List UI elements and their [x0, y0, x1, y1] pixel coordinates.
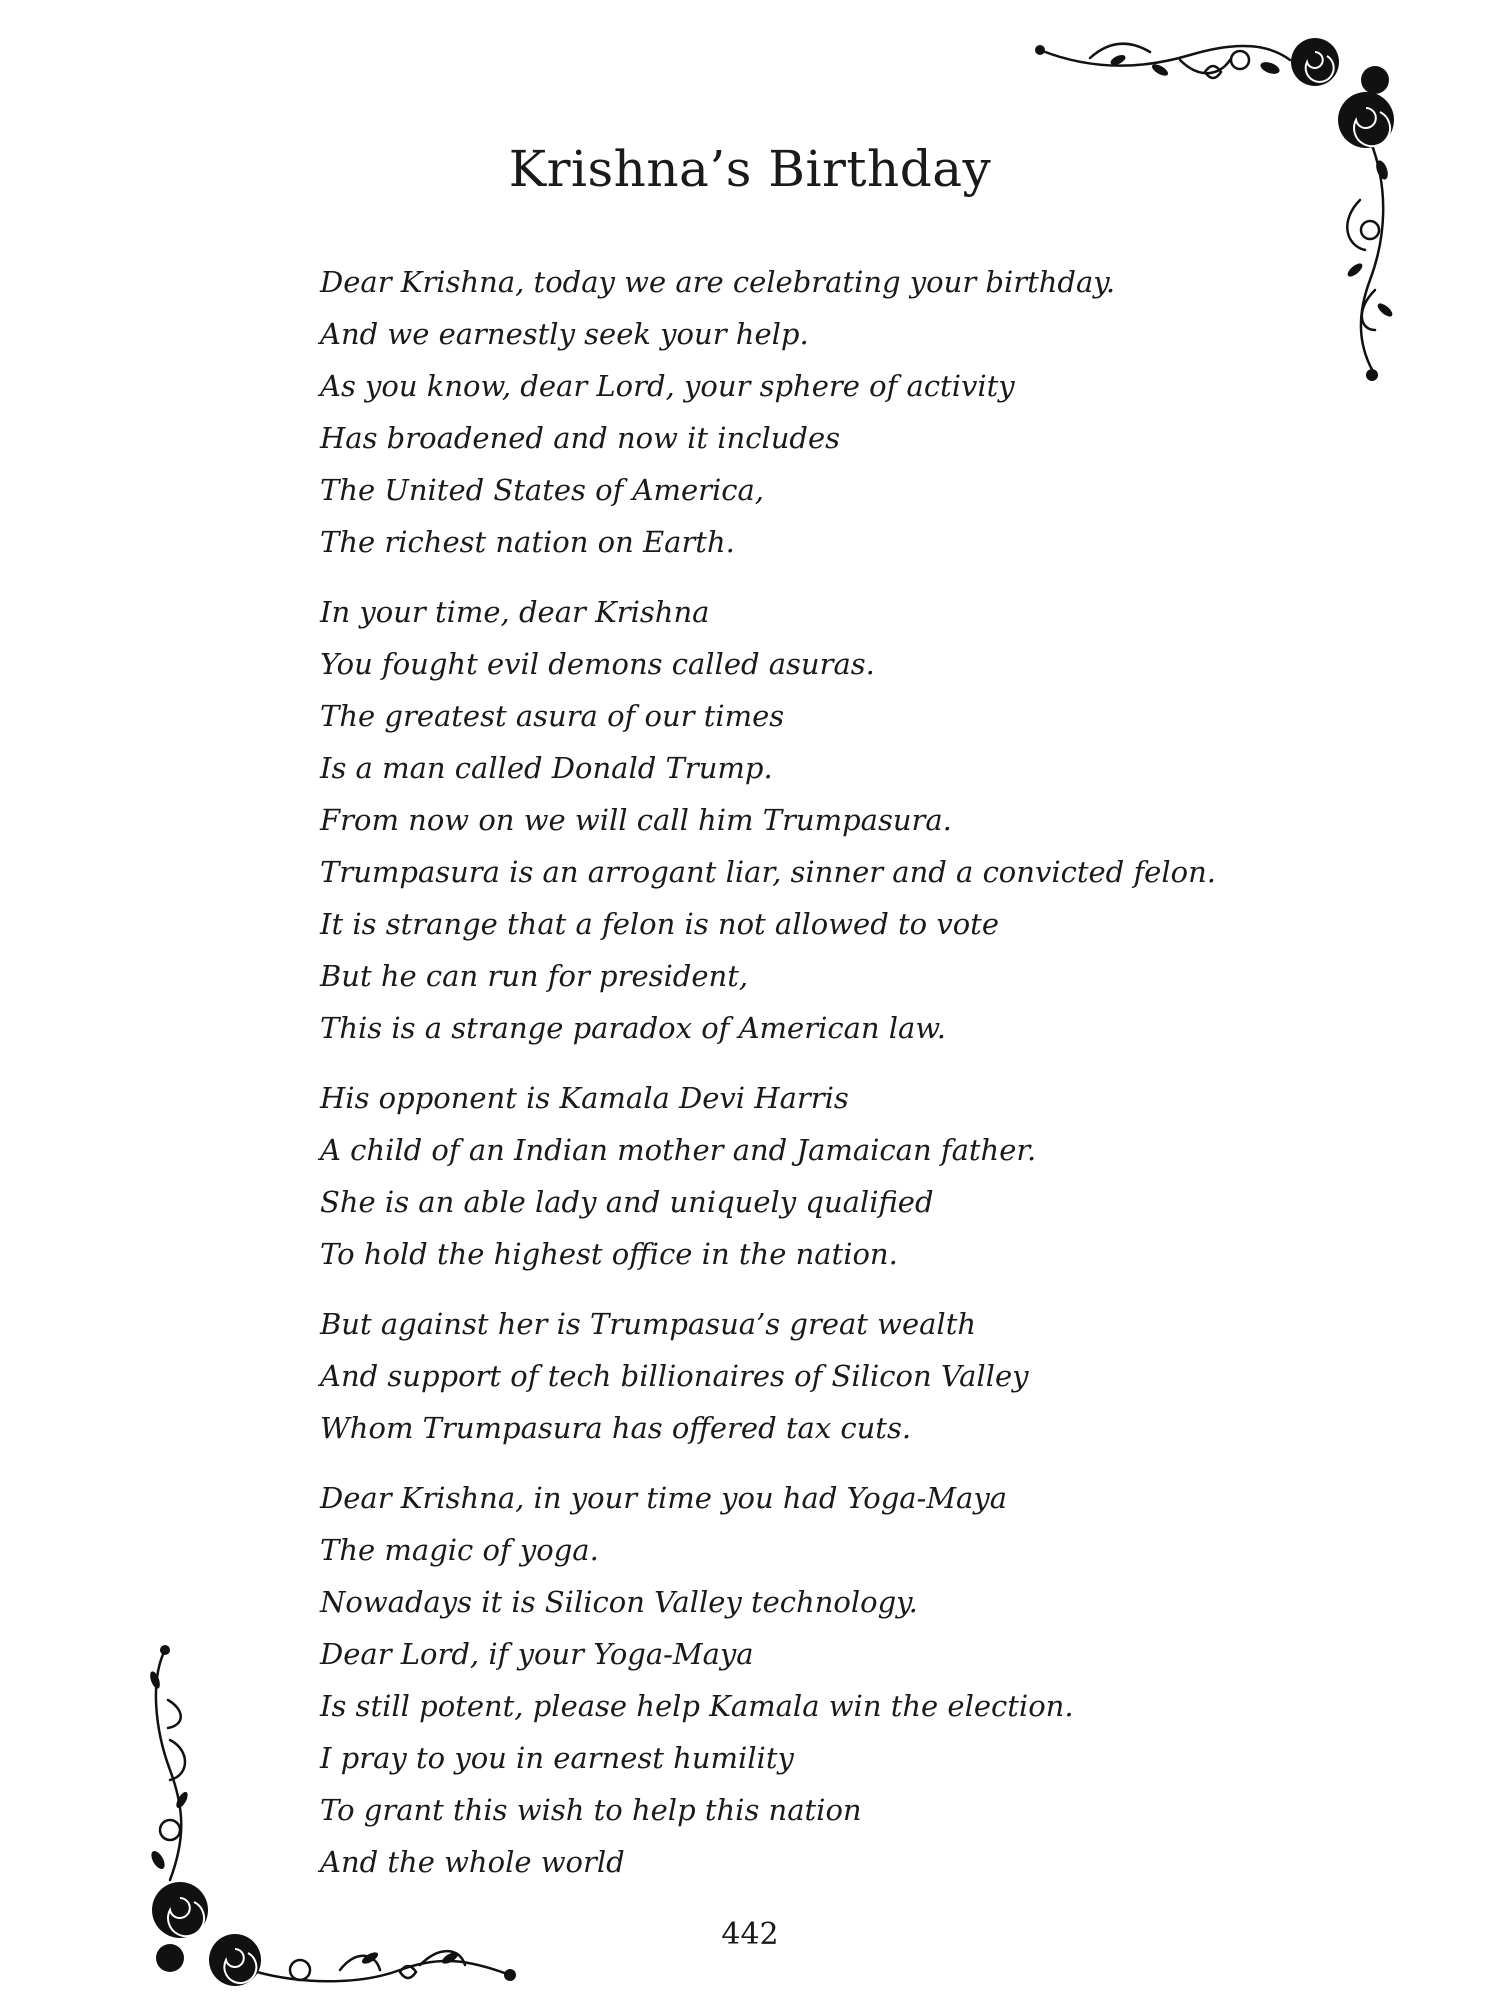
- poem-line: You fought evil demons called asuras.: [320, 647, 875, 681]
- poem-line: Is still potent, please help Kamala win the election.: [320, 1689, 1074, 1723]
- poem-line: The magic of yoga.: [320, 1533, 599, 1567]
- poem-line: I pray to you in earnest humility: [320, 1741, 794, 1775]
- stanza: [320, 1298, 1320, 1454]
- poem-line: Dear Krishna, today we are celebrating your birthday.: [320, 265, 1116, 299]
- poem-line: And support of tech billionaires of Silicon Valley: [320, 1359, 1029, 1393]
- poem-line: To hold the highest office in the nation.: [320, 1237, 898, 1271]
- poem-line: A child of an Indian mother and Jamaican father.: [320, 1133, 1037, 1167]
- poem-line: Has broadened and now it includes: [320, 421, 841, 455]
- poem-line: Trumpasura is an arrogant liar, sinner and a convicted felon.: [320, 855, 1216, 889]
- poem-line: But against her is Trumpasua’s great wealth: [320, 1307, 977, 1341]
- poem-line: Dear Krishna, in your time you had Yoga-Maya: [320, 1481, 1008, 1515]
- poem-line: It is strange that a felon is not allowed to vote: [320, 907, 999, 941]
- poem-line: The United States of America,: [320, 473, 765, 507]
- poem-line: And the whole world: [320, 1845, 625, 1879]
- poem-line: Nowadays it is Silicon Valley technology.: [320, 1585, 918, 1619]
- page-number: 442: [721, 1917, 779, 1952]
- poem-title: Krishna’s Birthday: [508, 140, 992, 198]
- poem-line: Is a man called Donald Trump.: [320, 751, 773, 785]
- stanza: [320, 1072, 1320, 1280]
- poem-line: To grant this wish to help this nation: [320, 1793, 862, 1827]
- poem-line: The richest nation on Earth.: [320, 525, 735, 559]
- poem-line: Whom Trumpasura has offered tax cuts.: [320, 1411, 912, 1445]
- poem-line: From now on we will call him Trumpasura.: [320, 803, 952, 837]
- poem-line: His opponent is Kamala Devi Harris: [320, 1081, 849, 1115]
- poem-line: This is a strange paradox of American law.: [320, 1011, 946, 1045]
- poem-line: As you know, dear Lord, your sphere of activity: [320, 369, 1015, 403]
- poem-line: The greatest asura of our times: [320, 699, 785, 733]
- poem-line: In your time, dear Krishna: [320, 595, 710, 629]
- poem-line: And we earnestly seek your help.: [320, 317, 809, 351]
- poem-line: Dear Lord, if your Yoga-Maya: [320, 1637, 754, 1671]
- stanza: [320, 256, 1320, 568]
- poem-line: She is an able lady and uniquely qualified: [320, 1185, 934, 1219]
- stanza: [320, 586, 1320, 1054]
- poem-line: But he can run for president,: [320, 959, 749, 993]
